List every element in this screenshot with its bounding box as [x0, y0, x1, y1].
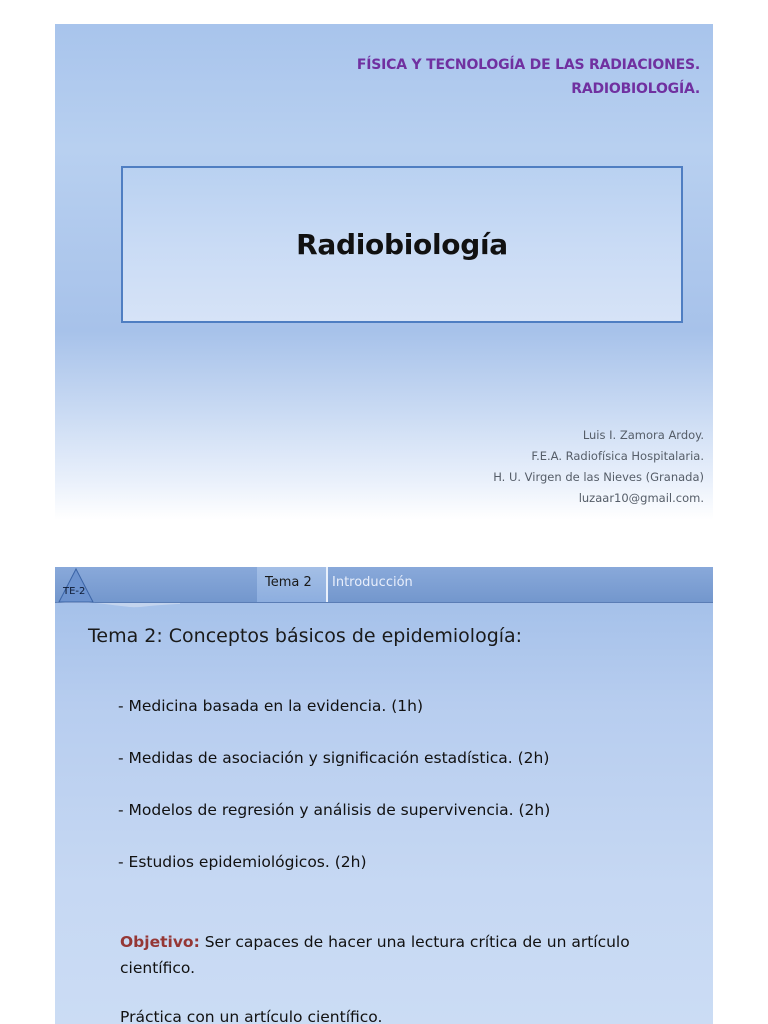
- badge-label: TE-2: [63, 586, 86, 597]
- author-hospital: H. U. Virgen de las Nieves (Granada): [493, 470, 704, 484]
- header-divider: [326, 567, 328, 602]
- list-item: - Medicina basada en la evidencia. (1h): [118, 697, 424, 715]
- practice-text: Práctica con un artículo científico.: [120, 1008, 383, 1024]
- author-position: F.E.A. Radiofísica Hospitalaria.: [531, 449, 704, 463]
- objective-text: Ser capaces de hacer una lectura crítica de un artículo científico.: [120, 933, 630, 977]
- objective-label: Objetivo:: [120, 933, 200, 951]
- author-email: luzaar10@gmail.com.: [578, 491, 704, 505]
- slide-title: Radiobiología: [296, 228, 508, 261]
- course-title: [357, 53, 700, 101]
- title-slide: [55, 24, 713, 520]
- course-title-line-2: RADIOBIOLOGÍA.: [571, 81, 700, 97]
- course-title-line-1: FÍSICA Y TECNOLOGÍA DE LAS RADIACIONES.: [356, 57, 700, 73]
- author-block: [493, 425, 704, 509]
- header-section-label: Introducción: [332, 575, 413, 590]
- list-item: - Modelos de regresión y análisis de supervivencia. (2h): [118, 801, 551, 819]
- list-item: - Estudios epidemiológicos. (2h): [118, 853, 367, 871]
- list-item: - Medidas de asociación y significación estadística. (2h): [118, 749, 550, 767]
- content-slide: [55, 567, 713, 1024]
- slide-heading: Tema 2: Conceptos básicos de epidemiología:: [88, 625, 523, 647]
- author-name: Luis I. Zamora Ardoy.: [582, 428, 704, 442]
- title-box: [121, 166, 683, 323]
- header-tema-label: Tema 2: [265, 575, 312, 590]
- objective-paragraph: [120, 929, 660, 981]
- topic-list: [118, 694, 550, 902]
